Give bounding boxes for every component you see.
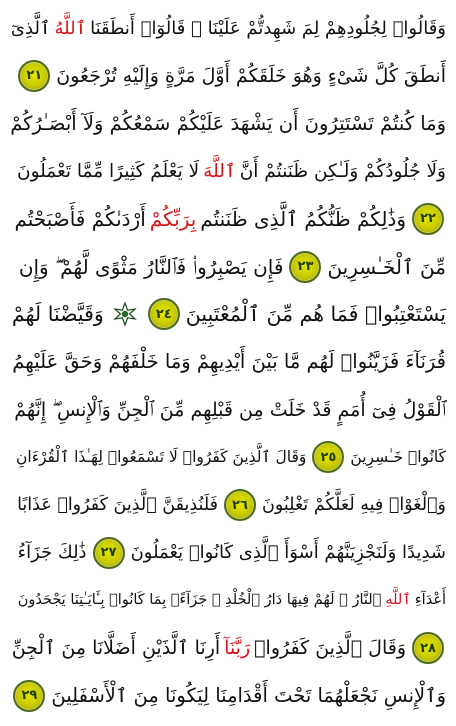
verse-text: وَٱلْإِنسِ نَجْعَلْهُمَا تَحْتَ أَقْدَامِنَا لِيَكُونَا مِنَ ٱلْأَسْفَلِينَ — [51, 684, 446, 708]
verse-text: وَقَالُوا۟ لِجُلُودِهِمْ لِمَ شَهِدتُّمْ عَلَيْنَا ۖ قَالُوٓا۟ أَنطَقَنَا — [90, 17, 446, 39]
verse-text: أَعْدَآءِ — [414, 592, 446, 609]
verse-text: وَقَالَ ٱلَّذِينَ كَفَرُوا۟ لَا تَسْمَعُوا۟ لِهَـٰذَا ٱلْقُرْءَانِ — [16, 448, 307, 467]
verse-text: ٱلنَّارُ ۖ لَهُمْ فِيهَا دَارُ ٱلْخُلْدِ ۖ جَزَآءًۢ بِمَا كَانُوا۟ بِـَٔايَـٰتِنَا يَجْحَدُونَ — [17, 592, 382, 609]
verse-text: ٱلْقَوْلُ فِىٓ أُمَمٍ قَدْ خَلَتْ مِن قَبْلِهِم مِّنَ ٱلْجِنِّ وَٱلْإِنسِ ۖ إِنَّهُمْ — [14, 398, 446, 421]
divine-name-text: ٱللَّهِ — [385, 592, 411, 609]
divine-name-text: بِرَبِّكُمْ — [149, 206, 197, 231]
verse-text: وَٱلْغَوْا۟ فِيهِ لَعَلَّكُمْ تَغْلِبُونَ — [261, 495, 446, 516]
verse-text: لَا يَعْلَمُ كَثِيرًا مِّمَّا تَعْمَلُونَ — [16, 160, 200, 182]
text-line — [8, 101, 448, 145]
text-line — [8, 626, 448, 670]
ayah-number-marker: ٢٤ — [148, 298, 180, 330]
sajdah-star-icon — [112, 301, 138, 327]
verse-text: وَقَيَّضْنَا لَهُمْ — [11, 302, 104, 327]
verse-text: مِّنَ ٱلْخَـٰسِرِينَ — [327, 254, 446, 279]
verse-text: وَقَالَ ٱلَّذِينَ كَفَرُوا۟ — [254, 637, 406, 660]
text-line — [8, 245, 448, 289]
text-line — [8, 483, 448, 527]
divine-name-text: ٱللَّهُ — [54, 17, 87, 39]
ayah-number-marker: ٢٣ — [289, 251, 321, 283]
text-lines — [8, 6, 448, 718]
divine-name-text: رَبَّنَآ — [224, 637, 251, 660]
verse-text: أَرِنَا ٱلَّذَيْنِ أَضَلَّانَا مِنَ ٱلْجِنِّ — [11, 637, 221, 660]
verse-text: أَرْدَىٰكُمْ فَأَصْبَحْتُم — [14, 206, 146, 231]
ayah-number-marker: ٢٢ — [412, 203, 444, 235]
ayah-number-marker: ٢١ — [18, 60, 50, 92]
verse-text: أَنطَقَ كُلَّ شَىْءٍ وَهُوَ خَلَقَكُمْ أَوَّلَ مَرَّةٍ وَإِلَيْهِ تُرْجَعُونَ — [56, 64, 446, 87]
ayah-number-marker: ٢٦ — [224, 489, 256, 521]
verse-text: قُرَنَآءَ فَزَيَّنُوا۟ لَهُم مَّا بَيْنَ أَيْدِيهِمْ وَمَا خَلْفَهُمْ وَحَقَّ عَلَيْهِمُ — [12, 350, 446, 374]
text-line — [8, 54, 448, 98]
text-line — [8, 340, 448, 384]
verse-text: ٱلَّذِىٓ — [10, 17, 51, 39]
ayah-number-marker: ٢٥ — [312, 441, 344, 473]
text-line — [8, 197, 448, 241]
divine-name-text: ٱللَّهَ — [203, 160, 236, 182]
text-line — [8, 674, 448, 718]
ayah-number-marker: ٢٨ — [412, 632, 444, 664]
ayah-number-marker: ٢٩ — [13, 680, 45, 712]
text-line — [8, 531, 448, 575]
text-line — [8, 388, 448, 432]
text-line — [8, 6, 448, 50]
verse-text: ذَٰلِكَ جَزَآءُ — [17, 542, 87, 564]
text-line — [8, 435, 448, 479]
verse-text: وَلَا جُلُودُكُمْ وَلَـٰكِن ظَنَنتُمْ أَنَّ — [239, 160, 446, 182]
text-line — [8, 578, 448, 622]
verse-text: وَمَا كُنتُمْ تَسْتَتِرُونَ أَن يَشْهَدَ عَلَيْكُمْ سَمْعُكُمْ وَلَآ أَبْصَـٰرُكُمْ — [10, 111, 446, 135]
verse-text: شَدِيدًا وَلَنَجْزِيَنَّهُمْ أَسْوَأَ ٱلَّذِى كَانُوا۟ يَعْمَلُونَ — [130, 542, 446, 564]
verse-text: يَسْتَعْتِبُوا۟ فَمَا هُم مِّنَ ٱلْمُعْتَبِينَ — [185, 302, 446, 327]
verse-text: فَإِن يَصْبِرُوا۟ فَٱلنَّارُ مَثْوًى لَّهُمْ ۖ وَإِن — [18, 254, 284, 279]
verse-text: وَذَٰلِكُمْ ظَنُّكُمُ ٱلَّذِى ظَنَنتُم — [200, 206, 406, 231]
verse-text: كَانُوا۟ خَـٰسِرِينَ — [350, 448, 446, 467]
text-line — [8, 149, 448, 193]
verse-text: فَلَنُذِيقَنَّ ٱلَّذِينَ كَفَرُوا۟ عَذَابًا — [17, 495, 218, 516]
ayah-number-marker: ٢٧ — [93, 537, 125, 569]
text-line — [8, 292, 448, 336]
